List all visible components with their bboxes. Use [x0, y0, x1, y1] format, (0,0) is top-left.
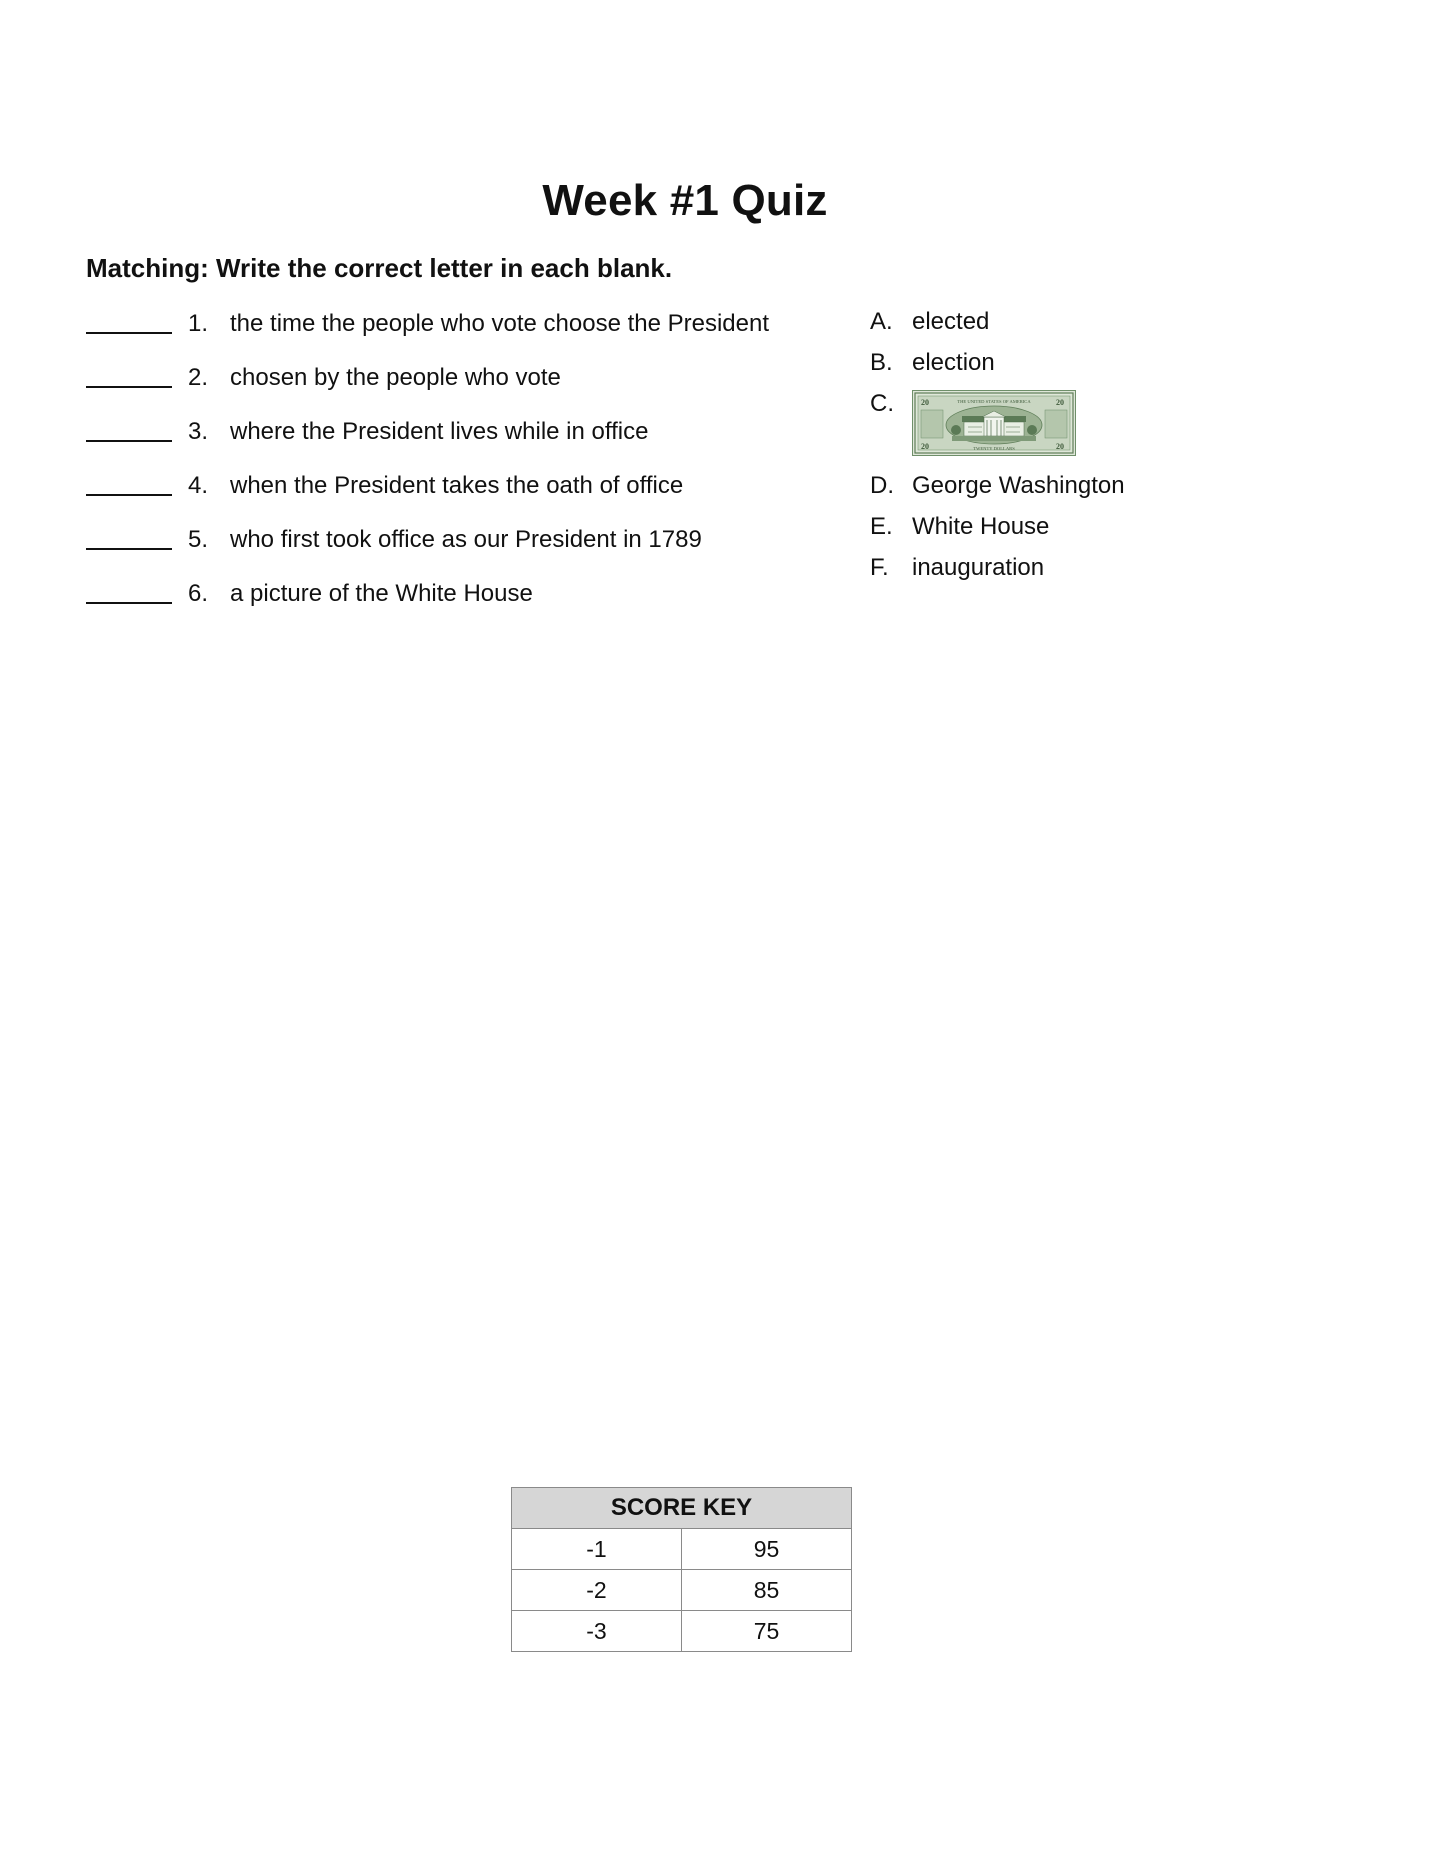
question-number: 1.: [188, 310, 209, 337]
choice-text: George Washington: [912, 472, 1125, 499]
question-number: 5.: [188, 526, 209, 553]
question-item: [86, 360, 786, 414]
answer-choice: [870, 306, 1270, 347]
score-key-table: [511, 1487, 852, 1652]
table-row: [512, 1570, 852, 1611]
bill-top-text: THE UNITED STATES OF AMERICA: [957, 399, 1031, 404]
question-item: [86, 414, 786, 468]
choice-text: White House: [912, 513, 1050, 540]
answer-choice: [870, 511, 1270, 552]
answer-choice: [870, 552, 1270, 593]
answer-choice: [870, 388, 1270, 470]
question-item: [86, 522, 786, 576]
missed-count: -3: [512, 1611, 682, 1652]
bill-bottom-text: TWENTY DOLLARS: [973, 446, 1015, 451]
missed-count: -1: [512, 1529, 682, 1570]
table-row: [512, 1529, 852, 1570]
score-key-header-row: [512, 1488, 852, 1529]
twenty-dollar-bill-image: [912, 390, 1076, 456]
answer-blank[interactable]: [86, 548, 172, 550]
answer-blank[interactable]: [86, 386, 172, 388]
answer-choices: [870, 306, 1270, 593]
missed-count: -2: [512, 1570, 682, 1611]
answer-blank[interactable]: [86, 602, 172, 604]
choice-text: election: [912, 349, 995, 376]
question-item: [86, 468, 786, 522]
question-item: [86, 306, 786, 360]
bill-denomination: 20: [1056, 442, 1064, 451]
bill-denomination: 20: [1056, 398, 1064, 407]
score-value: 85: [682, 1570, 852, 1611]
bill-denomination: 20: [921, 442, 929, 451]
choice-letter: D.: [870, 472, 894, 499]
instructions: Matching: Write the correct letter in each blank.: [86, 253, 673, 283]
score-value: 95: [682, 1529, 852, 1570]
table-row: [512, 1611, 852, 1652]
choice-letter: F.: [870, 554, 889, 581]
score-value: 75: [682, 1611, 852, 1652]
choice-letter: E.: [870, 513, 893, 540]
answer-blank[interactable]: [86, 494, 172, 496]
question-text: chosen by the people who vote: [230, 364, 561, 391]
quiz-title: Week #1 Quiz: [542, 176, 828, 225]
choice-text: inauguration: [912, 554, 1045, 581]
question-text: the time the people who vote choose the President: [230, 310, 770, 337]
question-list: [86, 306, 786, 630]
question-text: who first took office as our President in 1789: [230, 526, 702, 553]
question-number: 2.: [188, 364, 209, 391]
choice-letter: A.: [870, 308, 893, 335]
question-number: 6.: [188, 580, 209, 607]
choice-letter: B.: [870, 349, 893, 376]
question-text: a picture of the White House: [230, 580, 533, 607]
answer-blank[interactable]: [86, 440, 172, 442]
score-key-header: SCORE KEY: [512, 1488, 852, 1529]
question-text: where the President lives while in office: [230, 418, 649, 445]
bill-denomination: 20: [921, 398, 929, 407]
answer-blank[interactable]: [86, 332, 172, 334]
question-text: when the President takes the oath of office: [230, 472, 684, 499]
question-number: 4.: [188, 472, 209, 499]
answer-choice: [870, 347, 1270, 388]
question-number: 3.: [188, 418, 209, 445]
choice-text: elected: [912, 308, 990, 335]
choice-letter: C.: [870, 390, 894, 417]
answer-choice: [870, 470, 1270, 511]
question-item: [86, 576, 786, 630]
